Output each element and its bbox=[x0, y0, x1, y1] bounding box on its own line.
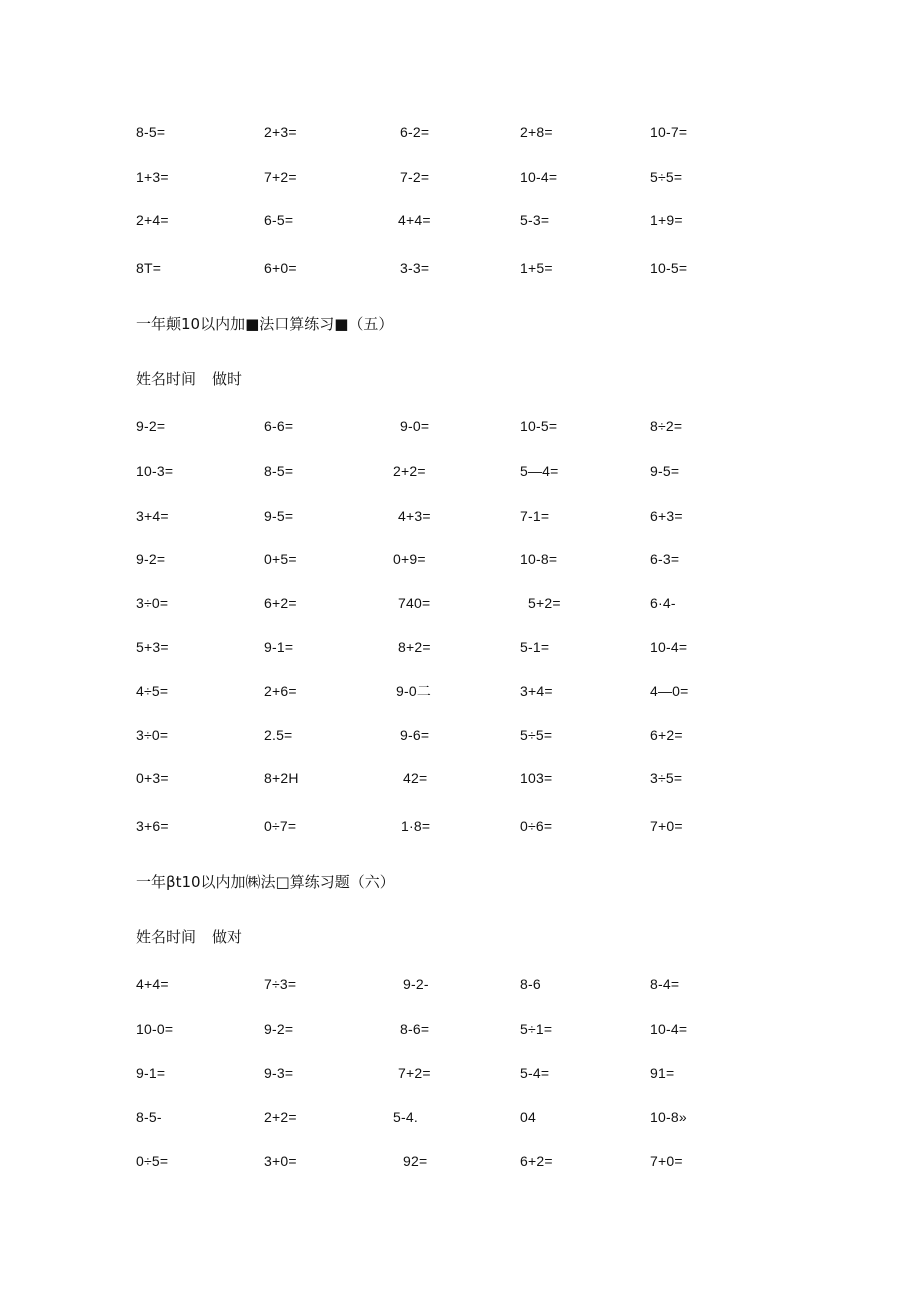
exercise-item: 9-2- bbox=[403, 976, 429, 992]
exercise-row bbox=[0, 816, 920, 836]
exercise-item: 7+0= bbox=[650, 818, 683, 834]
exercise-item: 5-1= bbox=[520, 639, 550, 655]
exercise-item: 7+2= bbox=[264, 169, 297, 185]
exercise-row bbox=[0, 461, 920, 481]
exercise-item: 3+4= bbox=[136, 508, 169, 524]
exercise-item: 1+9= bbox=[650, 212, 683, 228]
exercise-item: 8-6= bbox=[400, 1021, 430, 1037]
exercise-item: 103= bbox=[520, 770, 553, 786]
exercise-item: 5÷5= bbox=[650, 169, 683, 185]
exercise-item: 3÷5= bbox=[650, 770, 683, 786]
exercise-item: 3÷0= bbox=[136, 595, 169, 611]
exercise-item: 8-5= bbox=[264, 463, 294, 479]
exercise-item: 2+8= bbox=[520, 124, 553, 140]
exercise-item: 0÷6= bbox=[520, 818, 553, 834]
exercise-item: 9-2= bbox=[136, 418, 166, 434]
exercise-item: 8-6 bbox=[520, 976, 541, 992]
exercise-item: 740= bbox=[398, 595, 431, 611]
exercise-item: 6+2= bbox=[650, 727, 683, 743]
exercise-item: 10-3= bbox=[136, 463, 174, 479]
exercise-row bbox=[0, 416, 920, 436]
exercise-item: 5-4= bbox=[520, 1065, 550, 1081]
exercise-row bbox=[0, 167, 920, 187]
exercise-item: 9-1= bbox=[136, 1065, 166, 1081]
exercise-item: 9-5= bbox=[264, 508, 294, 524]
exercise-row bbox=[0, 768, 920, 788]
exercise-item: 92= bbox=[403, 1153, 428, 1169]
exercise-item: 0÷5= bbox=[136, 1153, 169, 1169]
exercise-item: 9-3= bbox=[264, 1065, 294, 1081]
exercise-item: 0÷7= bbox=[264, 818, 297, 834]
exercise-item: 2+2= bbox=[264, 1109, 297, 1125]
exercise-item: 1+5= bbox=[520, 260, 553, 276]
exercise-item: 9-0二 bbox=[396, 683, 432, 699]
exercise-item: 8+2H bbox=[264, 770, 299, 786]
name-time-label: 姓名时间 bbox=[136, 928, 197, 946]
exercise-item: 9-6= bbox=[400, 727, 430, 743]
exercise-item: 0+9= bbox=[393, 551, 426, 567]
name-time-label: 姓名时间 bbox=[136, 370, 197, 388]
exercise-item: 8÷2= bbox=[650, 418, 683, 434]
exercise-row bbox=[0, 681, 920, 701]
exercise-item: 6-3= bbox=[650, 551, 680, 567]
exercise-item: 2+2= bbox=[393, 463, 426, 479]
exercise-item: 8+2= bbox=[398, 639, 431, 655]
exercise-item: 2.5= bbox=[264, 727, 293, 743]
exercise-row bbox=[0, 974, 920, 994]
exercise-item: 0+5= bbox=[264, 551, 297, 567]
exercise-item: 8-4= bbox=[650, 976, 680, 992]
exercise-item: 3÷0= bbox=[136, 727, 169, 743]
exercise-item: 5-3= bbox=[520, 212, 550, 228]
exercise-item: 4+4= bbox=[398, 212, 431, 228]
exercise-row bbox=[0, 1063, 920, 1083]
exercise-row bbox=[0, 1019, 920, 1039]
exercise-item: 5÷5= bbox=[520, 727, 553, 743]
exercise-item: 8T= bbox=[136, 260, 162, 276]
exercise-item: 9-0= bbox=[400, 418, 430, 434]
exercise-item: 2+3= bbox=[264, 124, 297, 140]
exercise-item: 8-5- bbox=[136, 1109, 162, 1125]
exercise-item: 6+0= bbox=[264, 260, 297, 276]
exercise-item: 10-4= bbox=[520, 169, 558, 185]
exercise-item: 9-1= bbox=[264, 639, 294, 655]
exercise-item: 6+2= bbox=[520, 1153, 553, 1169]
exercise-row bbox=[0, 210, 920, 230]
worksheet-title-5: 一年颠10以内加■法口算练习■（五） bbox=[136, 315, 394, 333]
exercise-item: 10-4= bbox=[650, 639, 688, 655]
exercise-item: 6·4- bbox=[650, 595, 676, 611]
exercise-item: 9-2= bbox=[136, 551, 166, 567]
exercise-item: 5-4. bbox=[393, 1109, 418, 1125]
exercise-item: 42= bbox=[403, 770, 428, 786]
exercise-item: 7÷3= bbox=[264, 976, 297, 992]
exercise-item: 6-2= bbox=[400, 124, 430, 140]
exercise-item: 1·8= bbox=[401, 818, 431, 834]
exercise-item: 9-2= bbox=[264, 1021, 294, 1037]
exercise-item: 10-0= bbox=[136, 1021, 174, 1037]
exercise-item: 6-5= bbox=[264, 212, 294, 228]
exercise-row bbox=[0, 122, 920, 142]
exercise-row bbox=[0, 725, 920, 745]
exercise-item: 10-7= bbox=[650, 124, 688, 140]
exercise-item: 7+2= bbox=[398, 1065, 431, 1081]
exercise-item: 10-8» bbox=[650, 1109, 687, 1125]
exercise-row bbox=[0, 549, 920, 569]
exercise-item: 5÷1= bbox=[520, 1021, 553, 1037]
exercise-item: 3+4= bbox=[520, 683, 553, 699]
exercise-item: 91= bbox=[650, 1065, 675, 1081]
exercise-item: 4+3= bbox=[398, 508, 431, 524]
exercise-row bbox=[0, 593, 920, 613]
exercise-item: 04 bbox=[520, 1109, 536, 1125]
exercise-item: 4÷5= bbox=[136, 683, 169, 699]
exercise-item: 9-5= bbox=[650, 463, 680, 479]
exercise-row bbox=[0, 506, 920, 526]
exercise-item: 4+4= bbox=[136, 976, 169, 992]
exercise-item: 5+3= bbox=[136, 639, 169, 655]
name-time-line bbox=[136, 926, 242, 948]
worksheet-title-6: 一年βt10以内加㈱法□算练习题（六） bbox=[136, 873, 395, 891]
exercise-item: 10-5= bbox=[650, 260, 688, 276]
exercise-item: 2+6= bbox=[264, 683, 297, 699]
exercise-item: 10-5= bbox=[520, 418, 558, 434]
exercise-row bbox=[0, 1107, 920, 1127]
exercise-item: 3+6= bbox=[136, 818, 169, 834]
exercise-item: 7+0= bbox=[650, 1153, 683, 1169]
exercise-item: 4—0= bbox=[650, 683, 689, 699]
exercise-item: 0+3= bbox=[136, 770, 169, 786]
exercise-item: 6+3= bbox=[650, 508, 683, 524]
exercise-item: 3-3= bbox=[400, 260, 430, 276]
exercise-item: 5+2= bbox=[528, 595, 561, 611]
name-time-line bbox=[136, 368, 242, 390]
exercise-item: 7-2= bbox=[400, 169, 430, 185]
exercise-item: 6+2= bbox=[264, 595, 297, 611]
exercise-row bbox=[0, 1151, 920, 1171]
exercise-item: 7-1= bbox=[520, 508, 550, 524]
exercise-item: 8-5= bbox=[136, 124, 166, 140]
exercise-item: 1+3= bbox=[136, 169, 169, 185]
exercise-item: 6-6= bbox=[264, 418, 294, 434]
exercise-item: 10-8= bbox=[520, 551, 558, 567]
exercise-item: 2+4= bbox=[136, 212, 169, 228]
score-label: 做对 bbox=[212, 928, 243, 946]
exercise-row bbox=[0, 637, 920, 657]
exercise-row bbox=[0, 258, 920, 278]
exercise-item: 3+0= bbox=[264, 1153, 297, 1169]
score-label: 做时 bbox=[212, 370, 243, 388]
exercise-item: 5—4= bbox=[520, 463, 559, 479]
exercise-item: 10-4= bbox=[650, 1021, 688, 1037]
